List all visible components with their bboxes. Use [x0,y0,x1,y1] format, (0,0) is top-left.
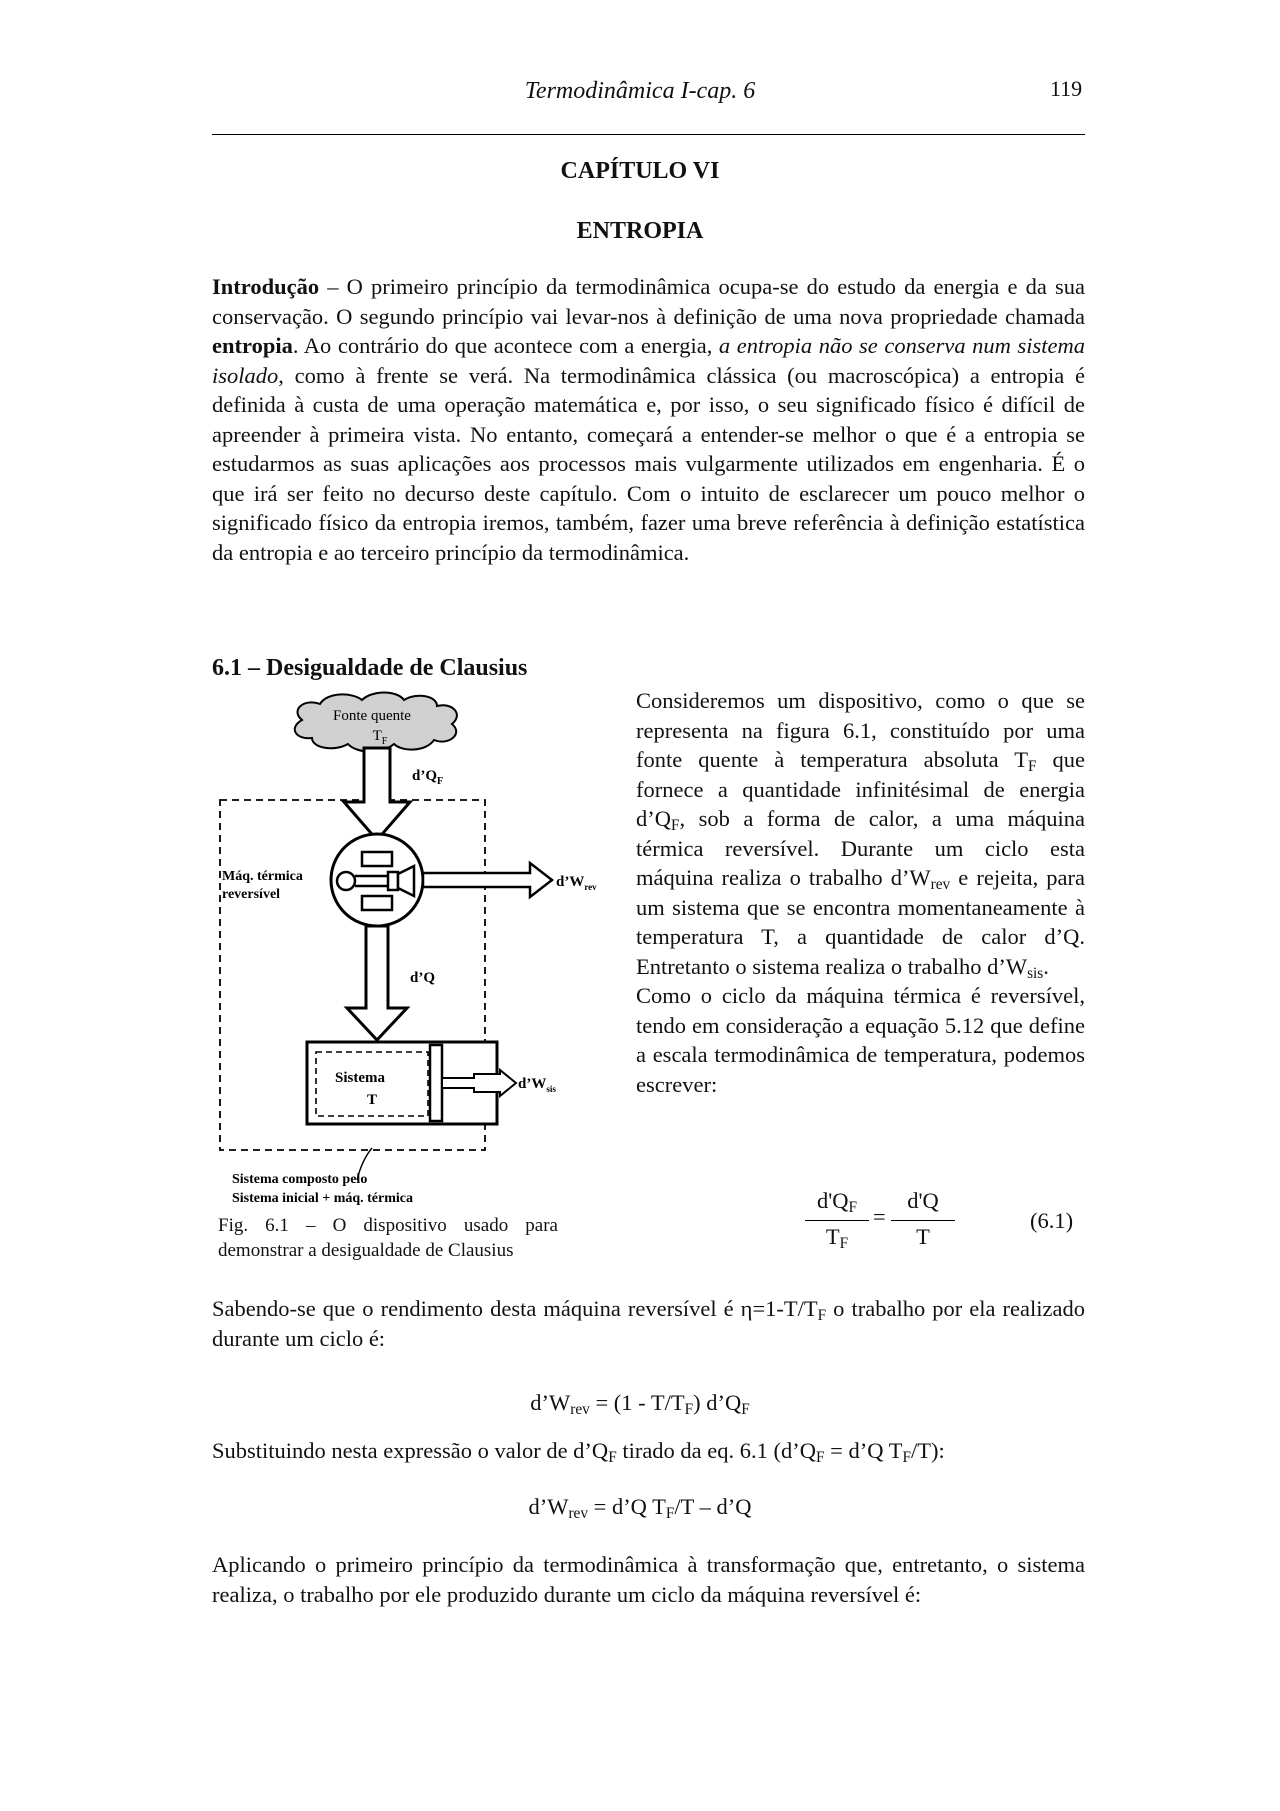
system-temp: T [366,1092,378,1108]
chapter-label: CAPÍTULO VI [560,158,720,184]
heat-out-arrow [347,926,407,1040]
substitution-paragraph: Substituindo nesta expressão o valor de $d’Q_F$ tirado da eq. 6.1 ($d’Q_F$ = d’Q $T_F/T$): [212,1438,945,1466]
work-rev-arrow [423,863,552,897]
efficiency-paragraph: Sabendo-se que o rendimento desta máquina reversível é $\eta=1-T/T_F$ o trabalho por ela realizado durante um ciclo é: [212,1296,1085,1351]
hot-temp: T [372,728,382,744]
entropy-not-conserved: a entropia não se conserva num sistema isolado [212,333,1085,388]
work-sis-label: d’W [518,1076,547,1092]
page-number: 119 [1050,76,1083,101]
first-principle-paragraph: Aplicando o primeiro princípio da termodinâmica à transformação que, entretanto, o sistema realiza, o trabalho por ele produzido durante um ciclo da máquina reversível é: [212,1552,1085,1607]
right-column-text: Consideremos um dispositivo, como o que se representa na figura 6.1, constituído por uma fonte quente à temperatura absoluta $T_F$ que fornece a quantidade infinitésimal de energia $d’Q_F$, sob a forma de calor, a uma máquina térmica reversível. Durante um ciclo esta máquina realiza o trabalho $d’W_{rev}$ e rejeita, para um sistema que se encontra momentaneamente à temperatura T, a quantidade de calor d’Q. Entretanto o sistema realiza o trabalho $d’W_{sis}$. Como o ciclo da máquina térmica é reversível, tendo em consideração a equação 5.12 que define a escala termodinâmica de temperatura, podemos escrever: [636,688,1085,1097]
heat-out-label: d’Q [410,970,436,986]
work-rev-label: d’W [556,874,585,890]
equation-wrev-2: $d’W_{rev}$ = d’Q $T_F/T$ – d’Q [528,1494,752,1522]
header-rule [212,134,1085,135]
right-column-p2: Como o ciclo da máquina térmica é reversível, tendo em consideração a equação 5.12 que define a escala termodinâmica de temperatura, podemos escrever: [636,983,1085,1097]
svg-text:d’Wrev: $d’W_{rev}$ [556,874,597,892]
equation-number-6-1: (6.1) [1030,1208,1074,1233]
machine-label-1: Máq. térmica [222,869,303,884]
composite-label-2: Sistema inicial + máq. térmica [232,1191,414,1206]
heat-in-arrow [344,748,410,840]
entropy-term: entropia [212,333,293,358]
chapter-title: ENTROPIA [576,218,704,244]
section-title: 6.1 – Desigualdade de Clausius [212,655,528,681]
svg-text:d’QF: $d’Q_F$ [412,768,444,787]
intro-lead: Introdução [212,274,320,299]
hot-source-label: Fonte quente [333,708,411,724]
svg-text:d’Wsis: $d’W_{sis}$ [518,1076,556,1094]
clausius-device-figure [212,690,632,1210]
running-header-title: Termodinâmica I-cap. 6 [524,78,756,104]
piston [430,1045,442,1121]
equation-wrev: $d’W_{rev} = (1 - T/T_F)$ $d’Q_F$ [530,1390,750,1418]
svg-text:TF: $T_F$ [372,728,388,747]
figure-caption: Fig. 6.1 – O dispositivo usado para demonstrar a desigualdade de Clausius [218,1215,558,1261]
machine-label-2: reversível [222,887,281,902]
intro-paragraph: Introdução – O primeiro princípio da termodinâmica ocupa-se do estudo da energia e da sua conservação. O segundo princípio vai levar-nos à definição de uma nova propriedade chamada entropia. Ao contrário do que acontece com a energia, a entropia não se conserva num sistema isolado, como à frente se verá. Na termodinâmica clássica (ou macroscópica) a entropia é definida à custa de uma operação matemática e, por isso, o seu significado físico é difícil de apreender à primeira vista. No entanto, começará a entender-se melhor o que é a entropia se estudarmos as suas aplicações aos processos mais vulgarmente utilizados em engenharia. É o que irá ser feito no decurso deste capítulo. Com o intuito de esclarecer um pouco melhor o significado físico da entropia iremos, também, fazer uma breve referência à definição estatística da entropia e ao terceiro princípio da termodinâmica. [212,274,1085,565]
heat-in-label: d’Q [412,768,438,784]
composite-label-1: Sistema composto pelo [232,1172,368,1187]
system-label: Sistema [335,1070,385,1086]
